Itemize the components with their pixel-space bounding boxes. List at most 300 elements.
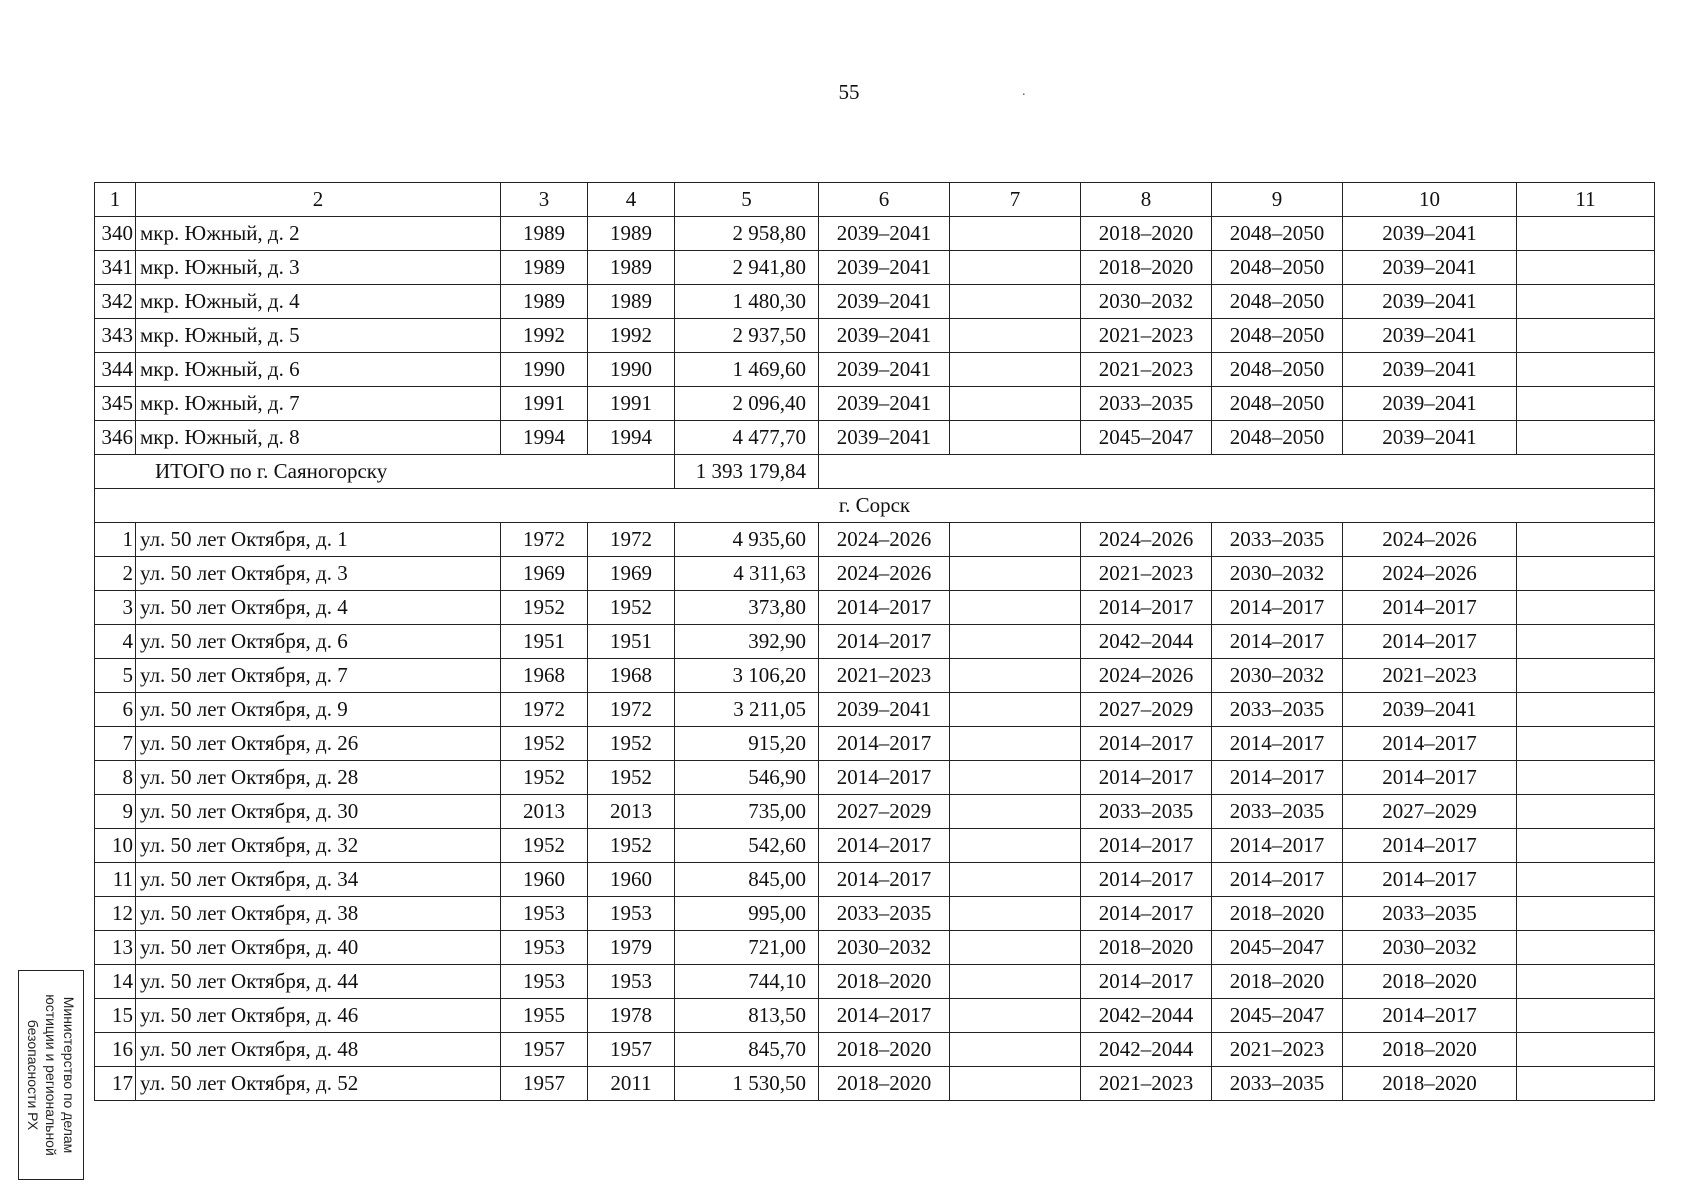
table-row — [95, 591, 1655, 625]
header-cell: 3 — [501, 183, 588, 217]
table-cell: ул. 50 лет Октября, д. 6 — [136, 625, 501, 659]
table-cell: мкр. Южный, д. 3 — [136, 251, 501, 285]
table-cell: ул. 50 лет Октября, д. 40 — [136, 931, 501, 965]
table-cell: 813,50 — [675, 999, 819, 1033]
table-cell: 2048–2050 — [1212, 387, 1343, 421]
table-cell: 2039–2041 — [819, 251, 950, 285]
page-dot: . — [1022, 84, 1026, 99]
table-cell: 1989 — [588, 251, 675, 285]
table-cell: 2039–2041 — [819, 353, 950, 387]
table-cell: 1957 — [501, 1033, 588, 1067]
table-cell: 2039–2041 — [819, 285, 950, 319]
table-cell — [950, 795, 1081, 829]
table-cell — [1517, 931, 1655, 965]
table-cell — [950, 319, 1081, 353]
table-cell — [950, 251, 1081, 285]
table-cell: 2048–2050 — [1212, 421, 1343, 455]
table-cell: 1960 — [501, 863, 588, 897]
table-cell — [950, 693, 1081, 727]
table-cell: 2021–2023 — [1081, 319, 1212, 353]
total-value: 1 393 179,84 — [675, 455, 819, 489]
table-cell: ул. 50 лет Октября, д. 32 — [136, 829, 501, 863]
table-cell: 1952 — [501, 591, 588, 625]
table-row — [95, 523, 1655, 557]
table-cell: 345 — [95, 387, 136, 421]
table-row — [95, 251, 1655, 285]
table-row — [95, 285, 1655, 319]
table-cell: 2039–2041 — [1343, 319, 1517, 353]
table-cell: 2024–2026 — [819, 523, 950, 557]
table-cell: 2021–2023 — [1081, 557, 1212, 591]
table-cell — [950, 761, 1081, 795]
table-cell: 1972 — [501, 693, 588, 727]
table-cell: 1972 — [501, 523, 588, 557]
table-cell: 744,10 — [675, 965, 819, 999]
table-cell — [1517, 693, 1655, 727]
table-cell: 2045–2047 — [1212, 931, 1343, 965]
table-cell: 2039–2041 — [819, 421, 950, 455]
table-cell: 2039–2041 — [819, 217, 950, 251]
table-cell: 1960 — [588, 863, 675, 897]
table-cell — [950, 1067, 1081, 1101]
table-cell: ул. 50 лет Октября, д. 44 — [136, 965, 501, 999]
table-cell: 1953 — [501, 931, 588, 965]
table-cell: 2014–2017 — [819, 625, 950, 659]
header-cell: 7 — [950, 183, 1081, 217]
table-cell: 1953 — [501, 897, 588, 931]
table-cell: 2042–2044 — [1081, 999, 1212, 1033]
table-cell: 3 211,05 — [675, 693, 819, 727]
table-cell: 2039–2041 — [1343, 251, 1517, 285]
table-cell: 1953 — [501, 965, 588, 999]
table-cell — [950, 965, 1081, 999]
table-cell: 2030–2032 — [1212, 557, 1343, 591]
table-cell: мкр. Южный, д. 5 — [136, 319, 501, 353]
table-cell: 1952 — [588, 591, 675, 625]
header-cell: 9 — [1212, 183, 1343, 217]
table-cell: ул. 50 лет Октября, д. 7 — [136, 659, 501, 693]
table-cell: 4 — [95, 625, 136, 659]
table-cell: 915,20 — [675, 727, 819, 761]
table-cell: 1989 — [588, 285, 675, 319]
table-cell — [950, 217, 1081, 251]
table-cell: ул. 50 лет Октября, д. 30 — [136, 795, 501, 829]
table-cell: ул. 50 лет Октября, д. 28 — [136, 761, 501, 795]
table-cell: 2014–2017 — [819, 863, 950, 897]
table-cell: 2018–2020 — [1081, 931, 1212, 965]
table-cell: 1990 — [501, 353, 588, 387]
stamp-line: Министерство по делам — [61, 996, 77, 1154]
table-cell: 1992 — [588, 319, 675, 353]
table-cell: 1953 — [588, 897, 675, 931]
table-cell: ул. 50 лет Октября, д. 3 — [136, 557, 501, 591]
table-cell: 17 — [95, 1067, 136, 1101]
table-cell: 2039–2041 — [1343, 353, 1517, 387]
table-cell — [950, 1033, 1081, 1067]
table-cell — [950, 387, 1081, 421]
table-cell: 340 — [95, 217, 136, 251]
table-cell: ул. 50 лет Октября, д. 52 — [136, 1067, 501, 1101]
table-cell: 2021–2023 — [1343, 659, 1517, 693]
ministry-stamp — [18, 970, 84, 1180]
table-cell: 2014–2017 — [819, 829, 950, 863]
table-cell: 2039–2041 — [1343, 387, 1517, 421]
table-cell: ул. 50 лет Октября, д. 38 — [136, 897, 501, 931]
table-cell: 344 — [95, 353, 136, 387]
table-cell: ул. 50 лет Октября, д. 1 — [136, 523, 501, 557]
table-cell: 542,60 — [675, 829, 819, 863]
table-cell: 2039–2041 — [1343, 285, 1517, 319]
table-cell: 2014–2017 — [1212, 591, 1343, 625]
table-cell: 721,00 — [675, 931, 819, 965]
table-cell: 9 — [95, 795, 136, 829]
table-cell — [1517, 387, 1655, 421]
table-cell: 2018–2020 — [1212, 965, 1343, 999]
table-cell — [1517, 557, 1655, 591]
table-cell — [950, 897, 1081, 931]
table-cell: 1972 — [588, 693, 675, 727]
table-cell: 2013 — [501, 795, 588, 829]
table-cell: 343 — [95, 319, 136, 353]
table-cell: 2014–2017 — [1212, 727, 1343, 761]
table-cell: 2030–2032 — [1343, 931, 1517, 965]
housing-table — [94, 182, 1655, 1101]
table-cell: ул. 50 лет Октября, д. 46 — [136, 999, 501, 1033]
table-row — [95, 319, 1655, 353]
table-cell: 346 — [95, 421, 136, 455]
table-cell: 1968 — [588, 659, 675, 693]
table-cell: 14 — [95, 965, 136, 999]
table-cell: 2048–2050 — [1212, 217, 1343, 251]
table-cell: 2033–2035 — [1081, 795, 1212, 829]
table-cell — [1517, 285, 1655, 319]
table-cell — [1517, 625, 1655, 659]
table-cell: 2018–2020 — [819, 965, 950, 999]
table-cell: 2030–2032 — [1212, 659, 1343, 693]
table-cell: 1 469,60 — [675, 353, 819, 387]
table-cell: 2033–2035 — [1212, 523, 1343, 557]
table-cell: 2048–2050 — [1212, 251, 1343, 285]
table-cell: 2033–2035 — [1343, 897, 1517, 931]
table-cell — [950, 557, 1081, 591]
table-cell: 2014–2017 — [1212, 625, 1343, 659]
table-cell — [1517, 727, 1655, 761]
table-cell — [950, 931, 1081, 965]
table-cell: 4 477,70 — [675, 421, 819, 455]
table-cell: 2033–2035 — [1081, 387, 1212, 421]
table-cell: 2013 — [588, 795, 675, 829]
table-cell: 2 096,40 — [675, 387, 819, 421]
table-cell: 2014–2017 — [1081, 727, 1212, 761]
table-cell: 2033–2035 — [1212, 693, 1343, 727]
table-cell — [1517, 353, 1655, 387]
table-cell: 1992 — [501, 319, 588, 353]
table-cell: 2024–2026 — [1343, 523, 1517, 557]
total-empty — [819, 455, 1655, 489]
table-cell: 16 — [95, 1033, 136, 1067]
table-cell: 2014–2017 — [1081, 829, 1212, 863]
table-cell: 1952 — [501, 829, 588, 863]
table-cell: 2048–2050 — [1212, 319, 1343, 353]
table-row — [95, 625, 1655, 659]
header-cell: 4 — [588, 183, 675, 217]
table-cell: 2042–2044 — [1081, 1033, 1212, 1067]
header-cell: 11 — [1517, 183, 1655, 217]
table-cell: 8 — [95, 761, 136, 795]
table-cell: 2039–2041 — [819, 693, 950, 727]
table-cell — [950, 863, 1081, 897]
table-cell: 2021–2023 — [1081, 1067, 1212, 1101]
table-cell: 2018–2020 — [819, 1067, 950, 1101]
table-row — [95, 659, 1655, 693]
table-cell: 1 — [95, 523, 136, 557]
table-cell: 2030–2032 — [1081, 285, 1212, 319]
table-row — [95, 999, 1655, 1033]
table-cell: 845,70 — [675, 1033, 819, 1067]
table-cell: 3 — [95, 591, 136, 625]
table-cell: 2014–2017 — [1081, 591, 1212, 625]
table-body — [95, 183, 1655, 1101]
table-row — [95, 931, 1655, 965]
table-cell: 1989 — [501, 217, 588, 251]
table-cell: 1968 — [501, 659, 588, 693]
table-cell — [1517, 319, 1655, 353]
table-cell: 2014–2017 — [1343, 727, 1517, 761]
table-cell: 1952 — [501, 761, 588, 795]
table-cell: 2014–2017 — [1343, 999, 1517, 1033]
table-cell: 2 937,50 — [675, 319, 819, 353]
table-cell: 1989 — [501, 285, 588, 319]
table-row — [95, 1067, 1655, 1101]
table-cell: 2014–2017 — [1343, 591, 1517, 625]
table-cell: 2018–2020 — [1343, 1067, 1517, 1101]
table-row — [95, 217, 1655, 251]
table-cell — [1517, 659, 1655, 693]
table-cell: 735,00 — [675, 795, 819, 829]
table-cell: 1957 — [588, 1033, 675, 1067]
table-cell: 2048–2050 — [1212, 285, 1343, 319]
table-cell: 2014–2017 — [1343, 829, 1517, 863]
table-cell: 342 — [95, 285, 136, 319]
table-cell: 2045–2047 — [1212, 999, 1343, 1033]
table-cell: 2014–2017 — [1212, 829, 1343, 863]
table-cell: 1952 — [588, 727, 675, 761]
table-cell: 6 — [95, 693, 136, 727]
table-cell: 2014–2017 — [1081, 965, 1212, 999]
total-label: ИТОГО по г. Саяногорску — [95, 455, 675, 489]
table-cell: 392,90 — [675, 625, 819, 659]
table-cell — [1517, 251, 1655, 285]
table-cell — [950, 421, 1081, 455]
table-cell: 15 — [95, 999, 136, 1033]
table-cell: 2027–2029 — [1343, 795, 1517, 829]
table-cell — [950, 591, 1081, 625]
table-cell: 2039–2041 — [1343, 421, 1517, 455]
table-cell: 1978 — [588, 999, 675, 1033]
table-cell — [1517, 761, 1655, 795]
table-row — [95, 795, 1655, 829]
header-cell: 5 — [675, 183, 819, 217]
table-row — [95, 761, 1655, 795]
table-cell — [950, 659, 1081, 693]
table-cell: мкр. Южный, д. 4 — [136, 285, 501, 319]
table-cell: 1972 — [588, 523, 675, 557]
header-cell: 2 — [136, 183, 501, 217]
table-cell: 2033–2035 — [1212, 1067, 1343, 1101]
table-cell: 2021–2023 — [819, 659, 950, 693]
table-cell: 11 — [95, 863, 136, 897]
stamp-text — [24, 972, 78, 1178]
table-cell: 1969 — [588, 557, 675, 591]
table-cell: 1952 — [501, 727, 588, 761]
stamp-line: безопасности РХ — [25, 1019, 41, 1131]
table-cell: 1979 — [588, 931, 675, 965]
table-cell: 7 — [95, 727, 136, 761]
table-cell: 2018–2020 — [1081, 217, 1212, 251]
table-cell: 1951 — [588, 625, 675, 659]
table-cell — [1517, 1067, 1655, 1101]
table-cell: 341 — [95, 251, 136, 285]
table-cell: 1990 — [588, 353, 675, 387]
table-cell: 2027–2029 — [1081, 693, 1212, 727]
table-cell: 2018–2020 — [1212, 897, 1343, 931]
table-cell: 1955 — [501, 999, 588, 1033]
table-cell: 1989 — [501, 251, 588, 285]
table-cell — [1517, 421, 1655, 455]
header-cell: 1 — [95, 183, 136, 217]
table-cell: 2014–2017 — [1343, 625, 1517, 659]
section-row — [95, 489, 1655, 523]
table-cell: 546,90 — [675, 761, 819, 795]
table-cell — [950, 727, 1081, 761]
table-cell: 12 — [95, 897, 136, 931]
table-cell: 2014–2017 — [819, 727, 950, 761]
table-cell: 2024–2026 — [1343, 557, 1517, 591]
table-cell: 2014–2017 — [1343, 863, 1517, 897]
header-cell: 8 — [1081, 183, 1212, 217]
table-cell: 845,00 — [675, 863, 819, 897]
table-cell: 1953 — [588, 965, 675, 999]
table-cell: 2014–2017 — [1081, 897, 1212, 931]
table-cell: 2045–2047 — [1081, 421, 1212, 455]
table-cell: ул. 50 лет Октября, д. 9 — [136, 693, 501, 727]
table-cell: 2 958,80 — [675, 217, 819, 251]
page-number: 55 — [838, 80, 860, 104]
table-cell: 2 — [95, 557, 136, 591]
header-cell: 6 — [819, 183, 950, 217]
table-cell: 2030–2032 — [819, 931, 950, 965]
table-cell: 1952 — [588, 829, 675, 863]
table-cell: 2033–2035 — [819, 897, 950, 931]
table-cell: 4 311,63 — [675, 557, 819, 591]
table-cell: 4 935,60 — [675, 523, 819, 557]
table-cell: 1989 — [588, 217, 675, 251]
table-cell — [1517, 591, 1655, 625]
table-cell: 2018–2020 — [1081, 251, 1212, 285]
table-cell: 2018–2020 — [1343, 1033, 1517, 1067]
table-row — [95, 897, 1655, 931]
table-row — [95, 387, 1655, 421]
table-cell — [1517, 897, 1655, 931]
table-cell: 2014–2017 — [1081, 863, 1212, 897]
total-row — [95, 455, 1655, 489]
header-cell: 10 — [1343, 183, 1517, 217]
table-cell: 1957 — [501, 1067, 588, 1101]
table-cell: 2024–2026 — [819, 557, 950, 591]
table-cell: 2039–2041 — [1343, 217, 1517, 251]
table-cell — [1517, 523, 1655, 557]
table-cell: 1 480,30 — [675, 285, 819, 319]
table-cell: 5 — [95, 659, 136, 693]
table-row — [95, 421, 1655, 455]
table-cell: 2014–2017 — [1081, 761, 1212, 795]
table-cell — [950, 353, 1081, 387]
table-cell: 1951 — [501, 625, 588, 659]
table-cell — [1517, 217, 1655, 251]
table-row — [95, 693, 1655, 727]
table-cell — [1517, 999, 1655, 1033]
table-row — [95, 965, 1655, 999]
table-cell: 13 — [95, 931, 136, 965]
table-cell: ул. 50 лет Октября, д. 26 — [136, 727, 501, 761]
table-row — [95, 353, 1655, 387]
table-cell: 2042–2044 — [1081, 625, 1212, 659]
table-cell: 2033–2035 — [1212, 795, 1343, 829]
table-cell: 2014–2017 — [819, 761, 950, 795]
table-cell: мкр. Южный, д. 8 — [136, 421, 501, 455]
table-cell: 2 941,80 — [675, 251, 819, 285]
table-cell: мкр. Южный, д. 7 — [136, 387, 501, 421]
table-row — [95, 557, 1655, 591]
header-row — [95, 183, 1655, 217]
table-cell: 2048–2050 — [1212, 353, 1343, 387]
stamp-line: юстиции и региональной — [43, 994, 59, 1156]
table-cell: 2011 — [588, 1067, 675, 1101]
table-cell: мкр. Южный, д. 2 — [136, 217, 501, 251]
table-cell: 2018–2020 — [1343, 965, 1517, 999]
table-cell: ул. 50 лет Октября, д. 34 — [136, 863, 501, 897]
table-cell: 2014–2017 — [819, 591, 950, 625]
table-cell: 1994 — [588, 421, 675, 455]
table-cell: 2014–2017 — [1343, 761, 1517, 795]
table-cell: 2014–2017 — [1212, 863, 1343, 897]
table-cell: 2014–2017 — [819, 999, 950, 1033]
section-title: г. Сорск — [95, 489, 1655, 523]
table-cell: 2027–2029 — [819, 795, 950, 829]
table-row — [95, 863, 1655, 897]
table-cell: 3 106,20 — [675, 659, 819, 693]
table-cell: 1994 — [501, 421, 588, 455]
table-cell: 995,00 — [675, 897, 819, 931]
table-cell: 2039–2041 — [1343, 693, 1517, 727]
table-cell: 2014–2017 — [1212, 761, 1343, 795]
table-cell: 2021–2023 — [1212, 1033, 1343, 1067]
table-cell: 1991 — [501, 387, 588, 421]
table-cell — [950, 625, 1081, 659]
table-cell: мкр. Южный, д. 6 — [136, 353, 501, 387]
table-cell: 2024–2026 — [1081, 523, 1212, 557]
table-row — [95, 1033, 1655, 1067]
table-cell — [950, 285, 1081, 319]
table-cell: 10 — [95, 829, 136, 863]
table-cell: ул. 50 лет Октября, д. 48 — [136, 1033, 501, 1067]
table-row — [95, 727, 1655, 761]
table-cell: 2024–2026 — [1081, 659, 1212, 693]
table-cell: 2021–2023 — [1081, 353, 1212, 387]
table-cell: 2039–2041 — [819, 319, 950, 353]
table-cell — [1517, 1033, 1655, 1067]
table-cell: 1952 — [588, 761, 675, 795]
